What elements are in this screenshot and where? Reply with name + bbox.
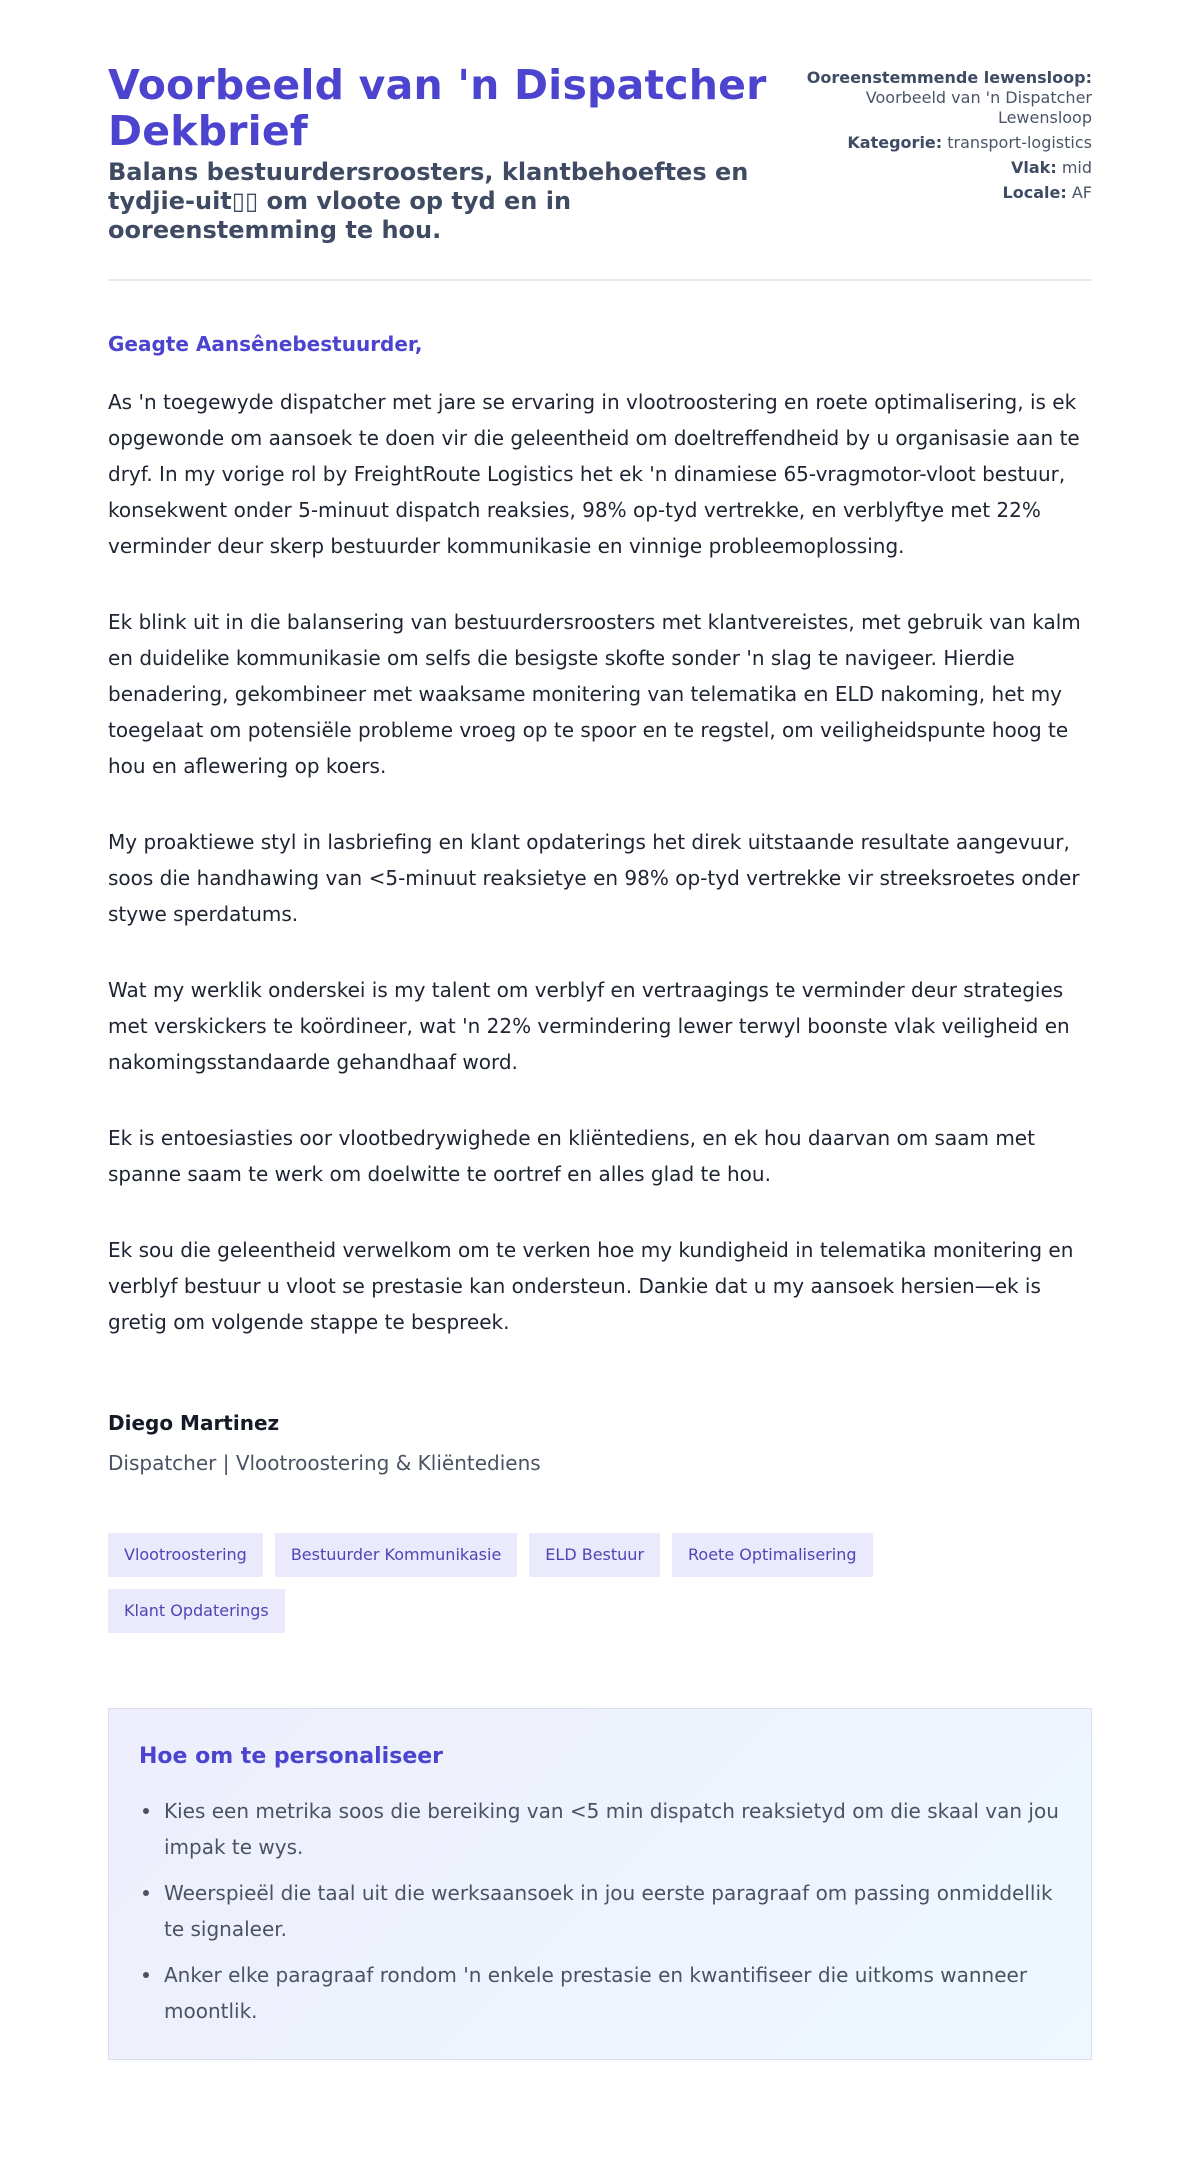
- meta-level: [792, 158, 1092, 178]
- meta-value: AF: [1071, 183, 1092, 202]
- meta-key: Ooreenstemmende lewensloop:: [806, 68, 1092, 87]
- signature-block: [108, 1410, 1092, 1476]
- tip-text: Anker elke paragraaf rondom 'n enkele prestasie en kwantifiseer die uitkoms wanneer moontlik.: [164, 1963, 1028, 2023]
- page-subtitle: Balans bestuurdersroosters, klantbehoeftes en tydjie-uit▯▯ om vloote op tyd en in ooreenstemming te hou.: [108, 158, 749, 244]
- letter-paragraph: As 'n toegewyde dispatcher met jare se ervaring in vlootroostering en roete optimalisering, is ek opgewonde om aansoek te doen vir die geleentheid om doeltreffendheid by u organisasie aan te dryf. In my vorige rol by FreightRoute Logistics het ek 'n dinamiese 65-vragmotor-vloot bestuur, konsekwent onder 5-minuut dispatch reaksies, 98% op-tyd vertrekke, en verblyftye met 22% verminder deur skerp bestuurder kommunikasie en vinnige probleemoplossing.: [108, 390, 1080, 558]
- skill-tag: Bestuurder Kommunikasie: [275, 1533, 517, 1577]
- meta-value: transport-logistics: [947, 133, 1092, 152]
- tips-list: [139, 1793, 1061, 2029]
- skill-tag: Roete Optimalisering: [672, 1533, 872, 1577]
- bullet-icon: [143, 1890, 149, 1896]
- letter-paragraph: Ek blink uit in die balansering van bestuurdersroosters met klantvereistes, met gebruik van kalm en duidelike kommunikasie om selfs die besigste skofte sonder 'n slag te navigeer. Hierdie benadering, gekombineer met waaksame monitering van telematika en ELD nakoming, het my toegelaat om potensiële probleme vroeg op te spoor en te regstel, om veiligheidspunte hoog te hou en aflewering op koers.: [108, 610, 1081, 778]
- letter-paragraph: Ek sou die geleentheid verwelkom om te verken hoe my kundigheid in telematika monitering en verblyf bestuur u vloot se prestasie kan ondersteun. Dankie dat u my aansoek hersien—ek is gretig om volgende stappe te bespreek.: [108, 1238, 1074, 1334]
- skill-tags: [108, 1533, 968, 1633]
- skill-tag: Vlootroostering: [108, 1533, 263, 1577]
- title-block: [108, 62, 788, 245]
- letter-body: [108, 331, 1092, 1340]
- skill-tag: Klant Opdaterings: [108, 1589, 285, 1633]
- letter-paragraph: Wat my werklik onderskei is my talent om verblyf en vertraagings te verminder deur strategies met verskickers te koördineer, wat 'n 22% vermindering lewer terwyl boonste vlak veiligheid en nakomingsstandaarde gehandhaaf word.: [108, 978, 1070, 1074]
- meta-key: Locale:: [1002, 183, 1067, 202]
- signature-name: Diego Martinez: [108, 1411, 280, 1435]
- meta-value: Voorbeeld van 'n Dispatcher Lewensloop: [865, 88, 1092, 127]
- signature-role: Dispatcher | Vlootroostering & Kliëntediens: [108, 1451, 541, 1475]
- bullet-icon: [143, 1808, 149, 1814]
- skill-tag: ELD Bestuur: [529, 1533, 660, 1577]
- salutation: Geagte Aansênebestuurder,: [108, 332, 423, 356]
- tip-text: Kies een metrika soos die bereiking van <5 min dispatch reaksietyd om die skaal van jou impak te wys.: [164, 1799, 1059, 1859]
- meta-key: Vlak:: [1011, 158, 1057, 177]
- tips-title: Hoe om te personaliseer: [139, 1744, 444, 1769]
- tips-list-item: [139, 1957, 1061, 2029]
- meta-value: mid: [1061, 158, 1092, 177]
- letter-paragraph: Ek is entoesiasties oor vlootbedrywighede en kliëntediens, en ek hou daarvan om saam met spanne saam te werk om doelwitte te oortref en alles glad te hou.: [108, 1126, 1035, 1186]
- tips-list-item: [139, 1793, 1061, 1865]
- meta-locale: [792, 183, 1092, 203]
- personalization-tips-box: [108, 1708, 1092, 2060]
- meta-category: [792, 133, 1092, 153]
- document-header: [108, 62, 1092, 281]
- metadata-panel: [792, 62, 1092, 208]
- letter-paragraph: My proaktiewe styl in lasbriefing en klant opdaterings het direk uitstaande resultate aangevuur, soos die handhawing van <5-minuut reaksietye en 98% op-tyd vertrekke vir streeksroetes onder stywe sperdatums.: [108, 830, 1080, 926]
- tip-text: Weerspieël die taal uit die werksaansoek in jou eerste paragraaf om passing onmiddellik te signaleer.: [164, 1881, 1053, 1941]
- tips-list-item: [139, 1875, 1061, 1947]
- page-title: Voorbeeld van 'n Dispatcher Dekbrief: [108, 61, 767, 155]
- meta-key: Kategorie:: [847, 133, 943, 152]
- meta-matching-resume: [792, 68, 1092, 128]
- bullet-icon: [143, 1972, 149, 1978]
